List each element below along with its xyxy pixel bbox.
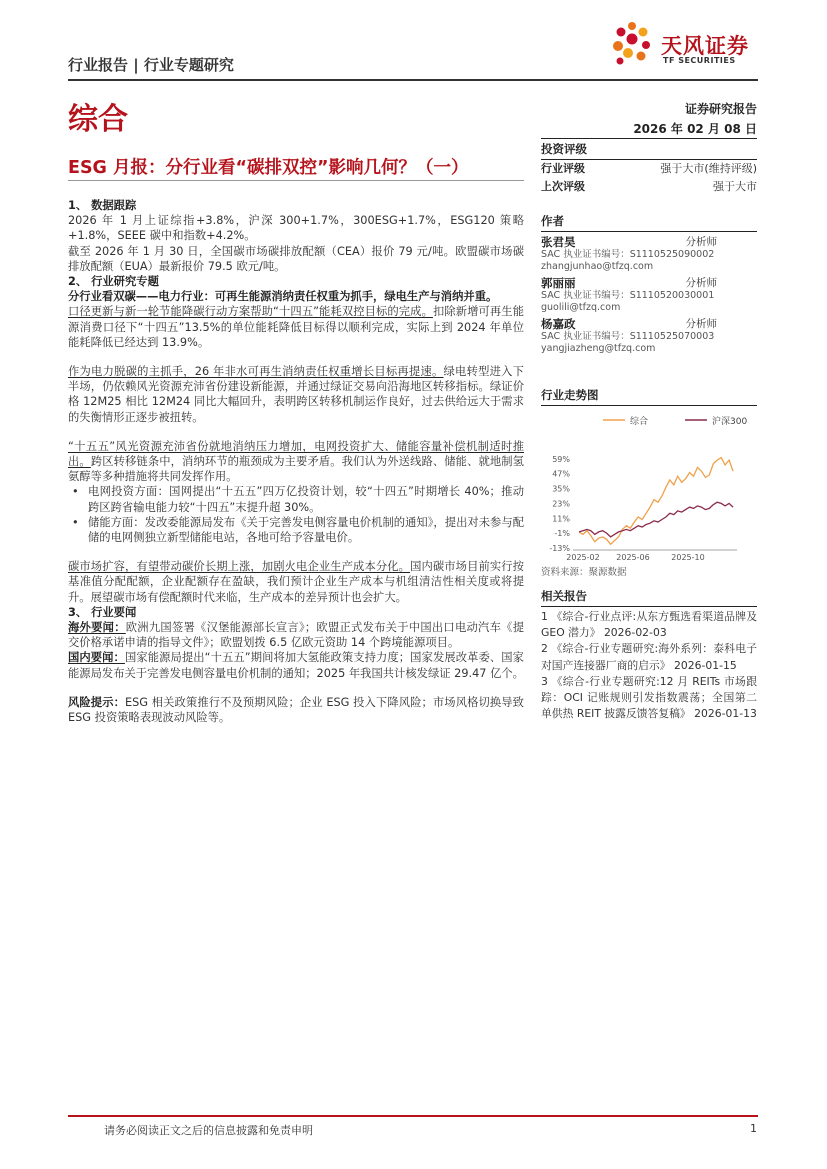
- x-tick-label: 2025-06: [616, 553, 650, 562]
- rating-row: 行业评级 强于大市(维持评级): [541, 162, 757, 175]
- paragraph: 2026 年 1 月上证综指+3.8%，沪深 300+1.7%，300ESG+1.7%，ESG120 策略+1.8%，SEEE 碳中和指数+4.2%。: [68, 214, 524, 243]
- paragraph: [68, 650, 524, 680]
- news-label: 海外要闻：: [68, 621, 126, 635]
- paragraph: 截至 2026 年 1 月 30 日，全国碳市场碳排放配额（CEA）报价 79 元/吨。欧盟碳市场碳排放配额（EUA）最新报价 79.5 欧元/吨。: [68, 244, 524, 273]
- footer-disclaimer: 请务必阅读正文之后的信息披露和免责申明: [104, 1124, 313, 1137]
- y-tick-label: 11%: [552, 514, 570, 524]
- authors-heading: 作者: [541, 213, 757, 232]
- underlined-point: 作为电力脱碳的主抓手，26 年非水可再生消纳责任权重增长目标再提速。: [68, 365, 444, 379]
- related-report-item[interactable]: 2 《综合-行业专题研究:海外系列：泰科电子对国产连接器厂商的启示》 2026-01-15: [541, 642, 757, 672]
- header-rule: [68, 79, 758, 81]
- author-entry: 杨嘉政 分析师 SAC 执业证书编号：S1110525070003 yangjiazheng@tfzq.com: [541, 317, 717, 354]
- paragraph: [68, 364, 524, 425]
- y-tick-label: -1%: [554, 529, 570, 539]
- authors-block: [541, 213, 757, 355]
- trend-heading: 行业走势图: [541, 387, 757, 406]
- x-tick-label: 2025-02: [566, 553, 600, 562]
- bullet-item: • 电网投资方面：国网提出“十五五”四万亿投资计划，较“十四五”时期增长 40%；推动跨区跨省输电能力较“十四五”末提升超 30%。: [68, 484, 524, 514]
- section-1-title: 1、 数据跟踪: [68, 199, 137, 212]
- report-category: 行业报告 | 行业专题研究: [68, 56, 234, 74]
- x-tick-label: 2025-10: [671, 553, 705, 562]
- underlined-point: 碳市场扩容，有望带动碳价长期上涨，加剧火电企业生产成本分化。: [68, 560, 411, 574]
- section-2-lead: 分行业看双碳——电力行业：可再生能源消纳责任权重为抓手，绿电生产与消纳并重。: [68, 290, 498, 304]
- rating-heading: 投资评级: [541, 138, 757, 160]
- logo: [610, 20, 760, 72]
- legend-label: 沪深300: [712, 417, 748, 427]
- paragraph: [68, 695, 524, 725]
- author-entry: 张君昊 分析师 SAC 执业证书编号：S1110525090002 zhangjunhao@tfzq.com: [541, 235, 717, 272]
- paragraph-text: 国内碳市场目前实行按基准值分配配额，企业配额存在盈缺，我们预计企业生产成本与机组清洁性相关度或将提升。展望碳市场有偿配额时代来临，生产成本的差异预计也会扩大。: [68, 560, 524, 604]
- trend-chart: [541, 408, 757, 566]
- news-label: 国内要闻：: [68, 651, 125, 665]
- report-date: 2026 年 02 月 08 日: [633, 122, 757, 136]
- chart-source: 资料来源：聚源数据: [541, 567, 627, 578]
- trend-block: [541, 387, 757, 579]
- rating-block: [541, 138, 757, 195]
- related-heading: 相关报告: [541, 588, 757, 607]
- related-block: [541, 588, 757, 722]
- page-number: 1: [750, 1122, 757, 1135]
- section-2-title: 2、 行业研究专题: [68, 275, 159, 289]
- brand-name-en: TF SECURITIES: [663, 56, 736, 65]
- y-tick-label: 23%: [552, 499, 570, 509]
- author-entry: 郭丽丽 分析师 SAC 执业证书编号：S1110520030001 guolili@tfzq.com: [541, 276, 717, 313]
- main-body: [68, 198, 524, 725]
- paragraph-text: 绿电转型进入下半场，仍依赖风光资源充沛省份建设新能源，并通过绿证交易向沿海地区转移指标。绿证价格 12M25 相比 12M24 同比大幅回升，表明跨区转移机制运作良好，过去供给远大于需求的失衡情形正逐步被扭转。: [68, 365, 524, 424]
- paragraph-text: 扣除新增可再生能源消费口径下“十四五”13.5%的单位能耗降低目标得以顺利完成，实际上到 2024 年单位能耗降低已经达到 13.9%。: [68, 305, 524, 349]
- y-tick-label: -13%: [549, 544, 570, 553]
- y-tick-label: 47%: [552, 469, 570, 479]
- bullet-item: • 储能方面：发改委能源局发布《关于完善发电侧容量电价机制的通知》，提出对未参与配储的电网侧独立新型储能电站，各地可给予容量电价。: [68, 515, 524, 545]
- paragraph: [68, 620, 524, 650]
- sector-title: 综合: [68, 102, 128, 137]
- title-rule: [68, 180, 524, 181]
- paragraph-text: 国家能源局提出“十五五”期间将加大氢能政策支持力度；国家发展改革委、国家能源局发布关于完善发电侧容量电价机制的通知；2025 年我国共计核发绿证 29.47 亿个。: [68, 651, 524, 680]
- paragraph: [68, 304, 524, 350]
- underlined-point: 口径更新与新一轮节能降碳行动方案帮助“十四五”能耗双控目标的完成。: [68, 305, 433, 319]
- report-type: 证券研究报告: [684, 102, 757, 116]
- tf-logo-icon: [610, 20, 654, 68]
- legend-label: 综合: [630, 417, 649, 427]
- paragraph: [68, 439, 524, 485]
- paragraph-text: 跨区转移链条中，消纳环节的瓶颈成为主要矛盾。我们认为外送线路、储能、就地制氢氨醇等多种措施将共同发挥作用。: [68, 455, 524, 484]
- related-report-item[interactable]: 1 《综合-行业点评:从东方甄选看渠道品牌及 GEO 潜力》 2026-02-03: [541, 610, 757, 640]
- section-3-title: 3、 行业要闻: [68, 605, 137, 619]
- paragraph-text: 欧洲九国签署《汉堡能源部长宣言》；欧盟正式发布关于中国出口电动汽车《提交价格承诺申请的指导文件》；欧盟划拨 6.5 亿欧元资助 14 个跨境能源项目。: [68, 621, 524, 650]
- rating-row: 上次评级 强于大市: [541, 179, 757, 193]
- y-tick-label: 35%: [552, 484, 570, 494]
- related-report-item[interactable]: 3 《综合-行业专题研究:12 月 REITs 市场跟踪：OCI 记账规则引发指数震荡；全国第二单供热 REIT 披露反馈答复稿》 2026-01-13: [541, 674, 757, 721]
- paragraph-text: ESG 相关政策推行不及预期风险；企业 ESG 投入下降风险；市场风格切换导致 ESG 投资策略表现波动风险等。: [68, 695, 524, 725]
- footer-rule: [68, 1115, 758, 1117]
- risk-label: 风险提示：: [68, 695, 125, 709]
- brand-name-cn: 天风证券: [661, 34, 749, 58]
- report-title: ESG 月报：分行业看“碳排双控”影响几何？（一）: [68, 158, 469, 178]
- series-line: [579, 502, 733, 537]
- underlined-point: “十五五”风光资源充沛省份就地消纳压力增加，电网投资扩大、储能容量补偿机制适时推出。: [68, 439, 524, 469]
- y-tick-label: 59%: [552, 454, 570, 464]
- paragraph: [68, 559, 524, 605]
